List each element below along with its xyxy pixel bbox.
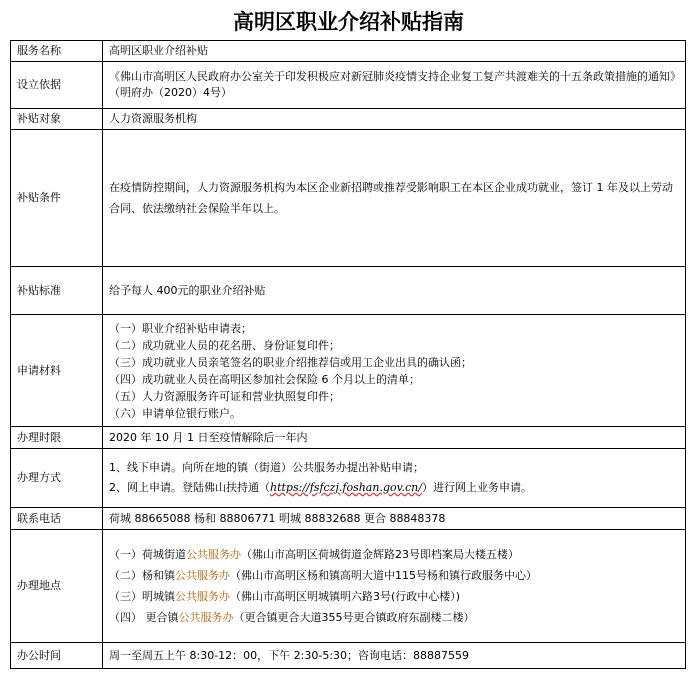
location-office: 公共服务办 (186, 548, 241, 561)
location-address: （佛山市高明区明城镇明六路3号(行政中心楼）) (230, 590, 461, 603)
table-row-hours (11, 643, 686, 669)
list-item: （一）职业介绍补贴申请表； (109, 321, 252, 335)
table-row-phone (11, 508, 686, 530)
table-row-standard (11, 267, 686, 315)
support-portal-link[interactable]: https://fsfczj.foshan.gov.cn/ (270, 481, 422, 494)
row-value: 荷城 88665088 杨和 88806771 明城 88832688 更合 88848378 (103, 508, 686, 530)
row-value (103, 530, 686, 643)
list-item: （三）成功就业人员亲笔签名的职业介绍推荐信或用工企业出具的确认函； (109, 355, 472, 369)
row-value: 人力资源服务机构 (103, 109, 686, 130)
table-row-period (11, 427, 686, 449)
row-label: 办公时间 (11, 643, 103, 669)
table-row-service-name (11, 41, 686, 62)
row-label: 服务名称 (11, 41, 103, 62)
row-value: 在疫情防控期间，人力资源服务机构为本区企业新招聘或推荐受影响职工在本区企业成功就业，签订 1 年及以上劳动合同、依法缴纳社会保险半年以上。 (103, 130, 686, 267)
table-row-conditions (11, 130, 686, 267)
table-row-materials (11, 315, 686, 427)
row-label: 联系电话 (11, 508, 103, 530)
row-label: 补贴标准 (11, 267, 103, 315)
location-item (109, 568, 679, 583)
location-address: （佛山市高明区荷城街道金辉路23号即档案局大楼五楼） (241, 548, 519, 561)
method-line-online (109, 478, 679, 498)
row-value (103, 449, 686, 508)
guide-table (10, 40, 686, 669)
row-value: 《佛山市高明区人民政府办公室关于印发积极应对新冠肺炎疫情支持企业复工复产共渡难关的十五条政策措施的通知》（明府办（2020）4号） (103, 62, 686, 109)
method-line-offline: 1、线下申请。向所在地的镇（街道）公共服务办提出补贴申请； (109, 461, 424, 474)
row-value: 周一至周五上午 8:30-12：00，下午 2:30-5:30；咨询电话：88887559 (103, 643, 686, 669)
location-item (109, 589, 679, 604)
location-address: （佛山市高明区杨和镇高明大道中115号杨和镇行政服务中心） (230, 569, 537, 582)
row-value (103, 315, 686, 427)
row-value: 高明区职业介绍补贴 (103, 41, 686, 62)
location-prefix: （二）杨和镇 (109, 569, 175, 582)
row-label: 设立依据 (11, 62, 103, 109)
row-label: 申请材料 (11, 315, 103, 427)
table-row-method (11, 449, 686, 508)
location-office: 公共服务办 (175, 569, 230, 582)
table-row-locations (11, 530, 686, 643)
location-prefix: （四） 更合镇 (109, 611, 179, 624)
table-row-basis (11, 62, 686, 109)
list-item: （五）人力资源服务许可证和营业执照复印件； (109, 389, 340, 403)
page-title: 高明区职业介绍补贴指南 (233, 10, 464, 34)
row-value: 2020 年 10 月 1 日至疫情解除后一年内 (103, 427, 686, 449)
row-label: 补贴对象 (11, 109, 103, 130)
row-label: 办理时限 (11, 427, 103, 449)
location-item (109, 547, 679, 562)
location-office: 公共服务办 (175, 590, 230, 603)
method-online-suffix: ）进行网上业务申请。 (421, 481, 532, 494)
location-office: 公共服务办 (178, 611, 234, 624)
list-item: （六）申请单位银行账户。 (109, 406, 241, 420)
location-prefix: （三）明城镇 (109, 590, 175, 603)
method-online-prefix: 2、网上申请。登陆佛山扶持通（ (109, 481, 270, 494)
row-label: 办理方式 (11, 449, 103, 508)
location-prefix: （一）荷城街道 (109, 548, 186, 561)
location-address: （更合镇更合大道355号更合镇政府东副楼二楼） (233, 611, 475, 624)
table-row-target (11, 109, 686, 130)
row-value: 给予每人 400元的职业介绍补贴 (103, 267, 686, 315)
row-label: 补贴条件 (11, 130, 103, 267)
location-item (109, 610, 679, 625)
row-label: 办理地点 (11, 530, 103, 643)
list-item: （四）成功就业人员在高明区参加社会保险 6 个月以上的清单； (109, 372, 420, 386)
list-item: （二）成功就业人员的花名册、身份证复印件； (109, 338, 340, 352)
